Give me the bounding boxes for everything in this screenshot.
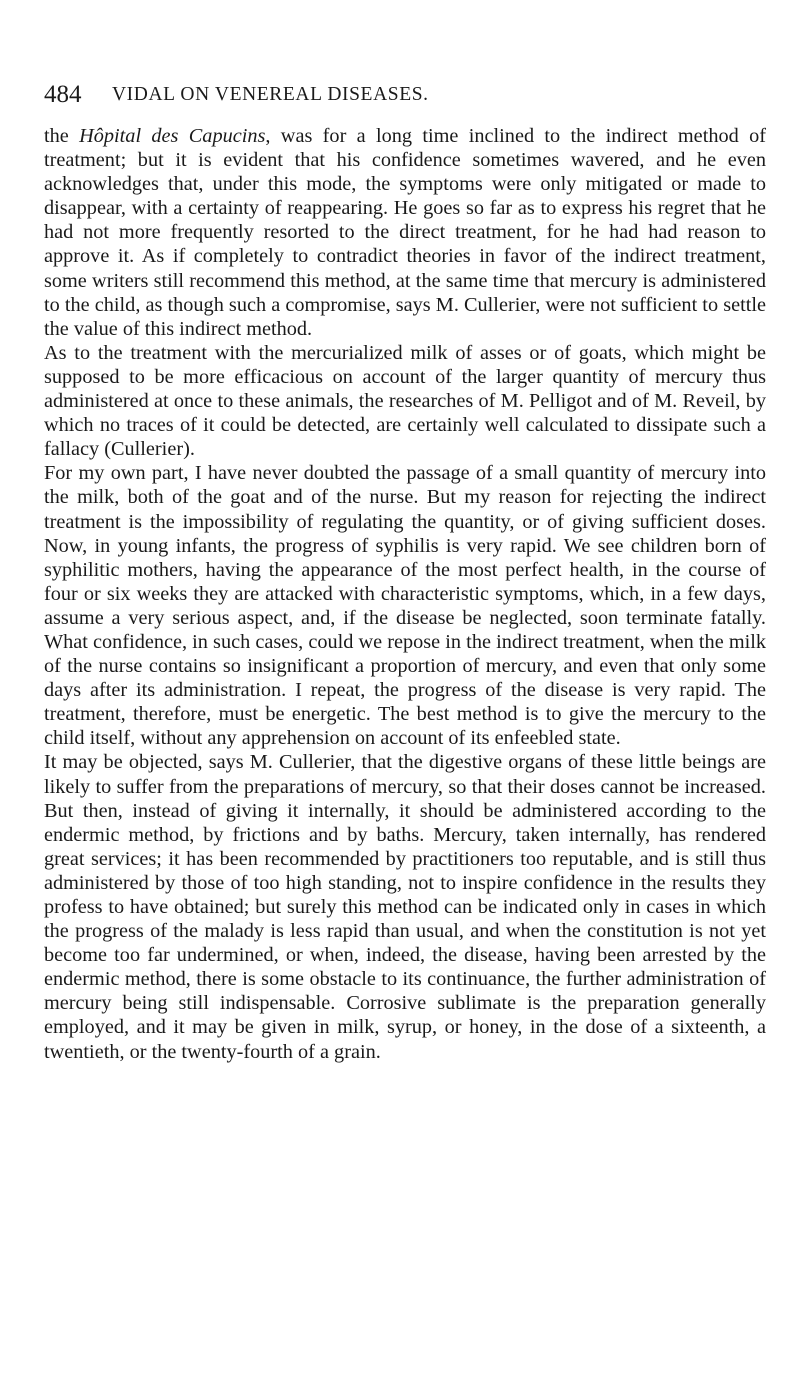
paragraph-4: It may be objected, says M. Cullerier, that the digestive organs of these little beings are likely to suffer from the preparations of mercury, so that their doses cannot be increased. But then, instead of giving it internally, it should be administered according to the endermic method, by frictions and by baths. Mercury, taken internally, has rendered great services; it has been recommended by practitioners too reputable, and is still thus administered by those of too high standing, not to inspire confidence in the results they profess to have obtained; but surely this method can be indicated only in cases in which the progress of the malady is less rapid than usual, and when the constitution is not yet become too far undermined, or when, indeed, the disease, having been arrested by the endermic method, there is some obstacle to its continuance, the further administration of mercury being still indispensable. Corrosive sublimate is the preparation generally employed, and it may be given in milk, syrup, or honey, in the dose of a sixteenth, a twentieth, or the twenty-fourth of a grain. [44, 751, 766, 1063]
paragraph-3: For my own part, I have never doubted the passage of a small quantity of mercury into the milk, both of the goat and of the nurse. But my reason for rejecting the indirect treatment is the impossibility of regulating the quantity, or of giving sufficient doses. Now, in young infants, the progress of syphilis is very rapid. We see children born of syphilitic mothers, having the appearance of the most perfect health, in the course of four or six weeks they are attacked with characteristic symptoms, which, in a few days, assume a very serious aspect, and, if the disease be neglected, soon terminate fatally. What confidence, in such cases, could we repose in the indirect treatment, when the milk of the nurse contains so insignificant a proportion of mercury, and even that only some days after its administration. I repeat, the progress of the disease is very rapid. The treatment, therefore, must be energetic. The best method is to give the mercury to the child itself, without any apprehension on account of its enfeebled state. [44, 462, 766, 750]
body-text [44, 124, 766, 1064]
paragraph-1-lead: the [44, 125, 80, 147]
paragraph-1 [44, 124, 766, 341]
page-number: 484 [44, 81, 82, 108]
hospital-name: Hôpital des Capucins [79, 125, 266, 147]
running-title: VIDAL ON VENEREAL DISEASES. [112, 84, 429, 105]
paragraph-2: As to the treatment with the mercurialized milk of asses or of goats, which might be supposed to be more efficacious on account of the larger quantity of mercury thus administered at once to these animals, the researches of M. Pelligot and of M. Reveil, by which no traces of it could be detected, are certainly well calculated to dissipate such a fallacy (Cullerier). [44, 341, 766, 461]
paragraph-1-text: , was for a long time inclined to the indirect method of treatment; but it is evident that his confidence sometimes wavered, and he even acknowledges that, under this mode, the symptoms were only mitigated or made to disappear, with a certainty of reappearing. He goes so far as to express his regret that he had not more frequently resorted to the direct treatment, for he had had reason to approve it. As if completely to contradict theories in favor of the indirect treatment, some writers still recommend this method, at the same time that mercury is administered to the child, as though such a compromise, says M. Cullerier, were not sufficient to settle the value of this indirect method. [44, 125, 766, 340]
running-head [44, 80, 766, 114]
